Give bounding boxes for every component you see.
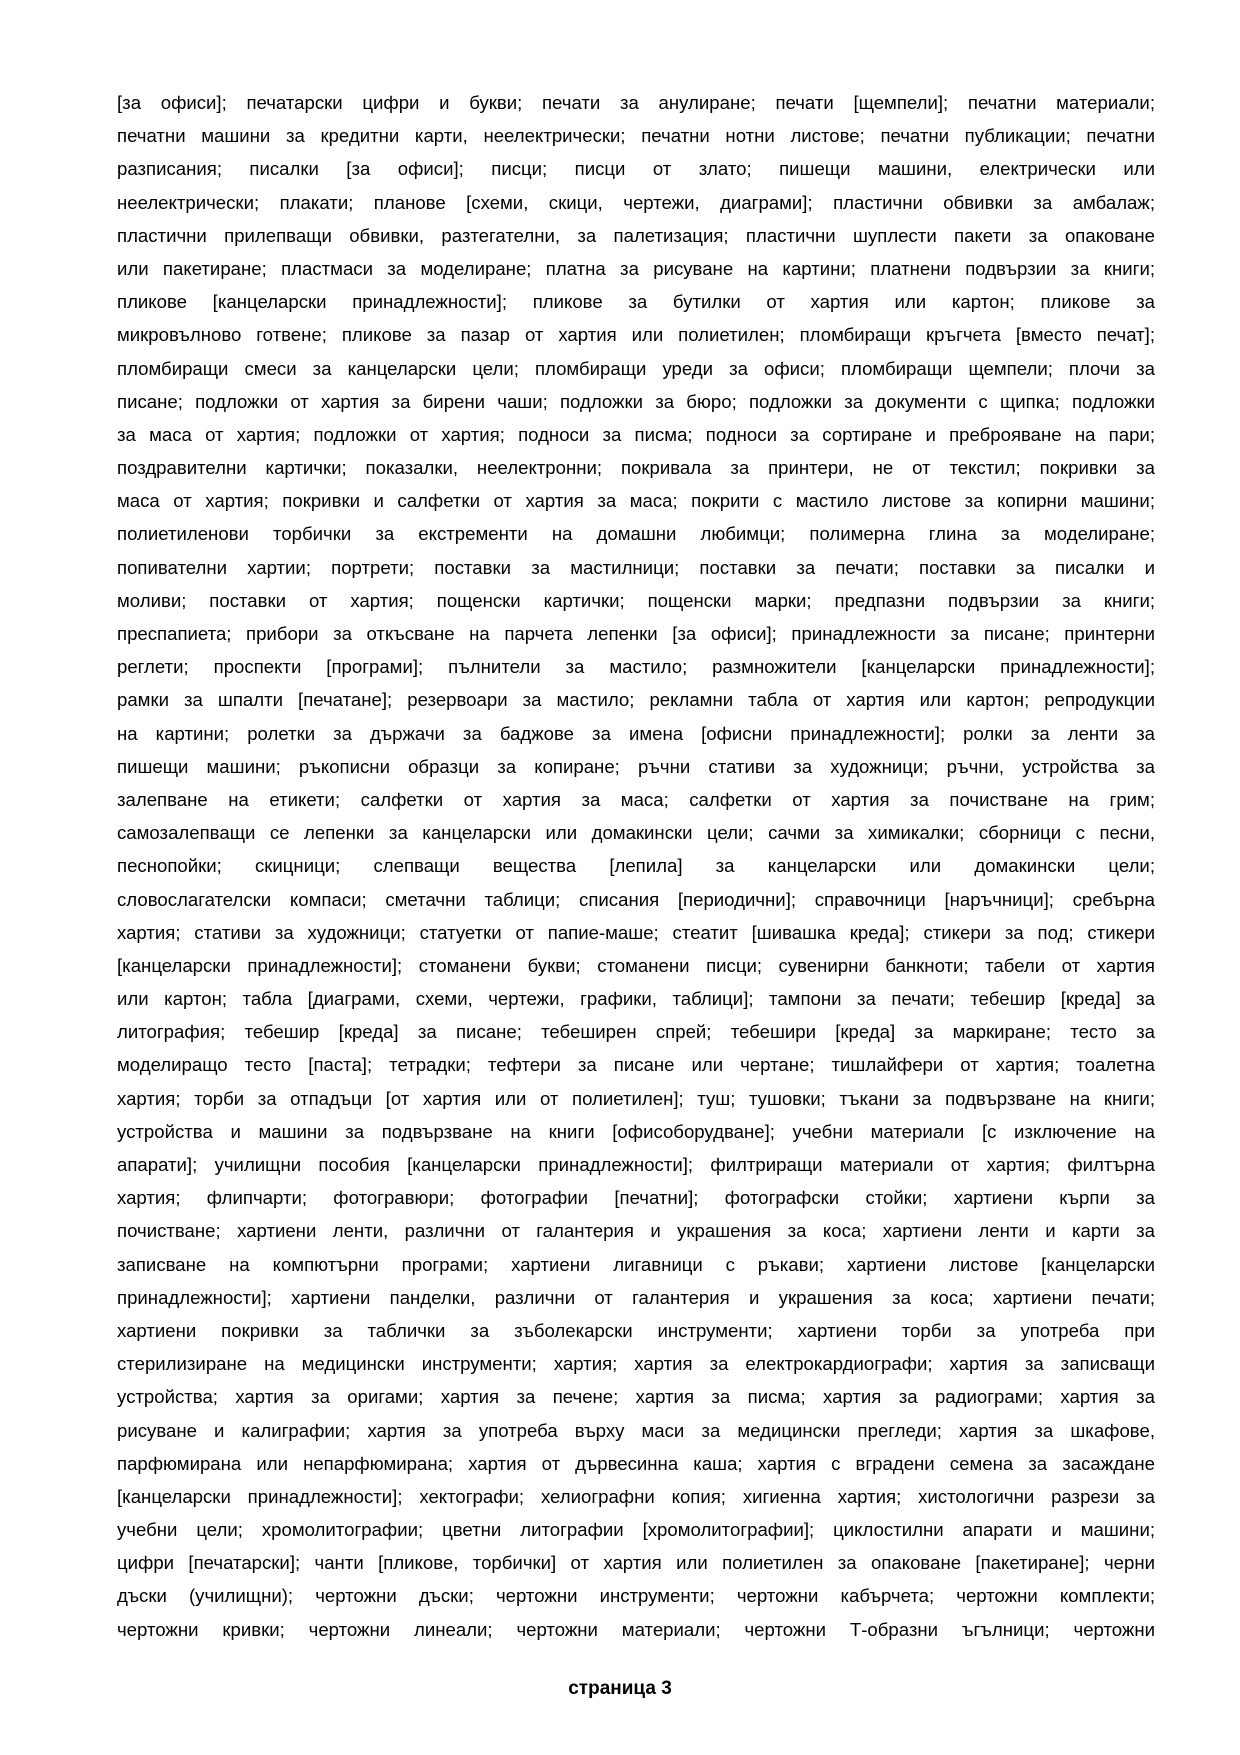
text-line: литография; тебешир [креда] за писане; тебеширен спрей; тебешири [креда] за маркиране; тесто за <box>117 1021 1155 1043</box>
text-line: пликове [канцеларски принадлежности]; пликове за бутилки от хартия или картон; пликове за <box>117 291 1155 313</box>
text-line: на картини; ролетки за държачи за баджове за имена [офисни принадлежности]; ролки за ленти за <box>117 722 1155 744</box>
text-line: полиетиленови торбички за екстременти на домашни любимци; полимерна глина за моделиране; <box>117 523 1155 545</box>
text-line: преспапиета; прибори за откъсване на парчета лепенки [за офиси]; принадлежности за писане; принтерни <box>117 623 1155 644</box>
text-line: [канцеларски принадлежности]; хектографи; хелиографни копия; хигиенна хартия; хистологични разрези за <box>117 1485 1155 1507</box>
text-line: пломбиращи смеси за канцеларски цели; пломбиращи уреди за офиси; пломбиращи щемпели; плочи за <box>117 357 1155 379</box>
text-line: парфюмирана или непарфюмирана; хартия от дървесинна каша; хартия с вградени семена за засаждане <box>117 1452 1155 1474</box>
text-line: апарати]; училищни пособия [канцеларски принадлежности]; филтриращи материали от хартия; филтърна <box>117 1154 1155 1175</box>
text-line: хартиени покривки за таблички за зъболекарски инструменти; хартиени торби за употреба при <box>117 1319 1155 1341</box>
text-line: записване на компютърни програми; хартиени лигавници с ръкави; хартиени листове [канцеларски <box>117 1253 1155 1275</box>
body-text <box>117 86 1155 1646</box>
page-number: страница 3 <box>568 1678 672 1699</box>
text-line: за маса от хартия; подложки от хартия; подноси за писма; подноси за сортиране и преброяване на пари; <box>117 423 1155 445</box>
text-line: устройства и машини за подвързване на книги [офисоборудване]; учебни материали [с изключение на <box>117 1120 1155 1142</box>
text-line: неелектрически; плакати; планове [схеми, скици, чертежи, диаграми]; пластични обвивки за амбалаж; <box>117 191 1155 213</box>
text-line: маса от хартия; покривки и салфетки от хартия за маса; покрити с мастило листове за копирни машини; <box>117 490 1155 512</box>
text-line: разписания; писалки [за офиси]; писци; писци от злато; пишещи машини, електрически или <box>117 158 1155 180</box>
text-line: хартия; торби за отпадъци [от хартия или от полиетилен]; туш; тушовки; тъкани за подвързване на книги; <box>117 1087 1155 1109</box>
text-line: рисуване и калиграфии; хартия за употреба върху маси за медицински прегледи; хартия за шкафове, <box>117 1419 1155 1441</box>
text-line: пластични прилепващи обвивки, разтегателни, за палетизация; пластични шуплести пакети за опаковане <box>117 224 1155 246</box>
text-line: хартия; стативи за художници; статуетки от папие-маше; стеатит [шивашка креда]; стикери за под; стикери <box>117 921 1155 943</box>
text-line: почистване; хартиени ленти, различни от галантерия и украшения за коса; хартиени ленти и карти за <box>117 1220 1155 1242</box>
text-line: залепване на етикети; салфетки от хартия за маса; салфетки от хартия за почистване на грим; <box>117 788 1155 810</box>
text-line: печатни машини за кредитни карти, неелектрически; печатни нотни листове; печатни публикации; печатни <box>117 125 1155 147</box>
text-line: [за офиси]; печатарски цифри и букви; печати за анулиране; печати [щемпели]; печатни материали; <box>117 92 1155 113</box>
text-line: самозалепващи се лепенки за канцеларски или домакински цели; сачми за химикалки; сборници с песни, <box>117 822 1155 844</box>
text-line: реглети; проспекти [програми]; пълнители за мастило; размножители [канцеларски принадлежности]; <box>117 656 1155 678</box>
text-line: рамки за шпалти [печатане]; резервоари за мастило; рекламни табла от хартия или картон; репродукции <box>117 689 1155 711</box>
text-line: чертожни кривки; чертожни линеали; чертожни материали; чертожни Т-образни ъгълници; чертожни <box>117 1618 1155 1640</box>
text-line: пишещи машини; ръкописни образци за копиране; ръчни стативи за художници; ръчни, устройства за <box>117 755 1155 777</box>
text-line: попивателни хартии; портрети; поставки за мастилници; поставки за печати; поставки за писалки и <box>117 556 1155 578</box>
text-line: песнопойки; скицници; слепващи вещества [лепила] за канцеларски или домакински цели; <box>117 855 1155 877</box>
text-line: или картон; табла [диаграми, схеми, чертежи, графики, таблици]; тампони за печати; тебешир [креда] за <box>117 988 1155 1010</box>
text-line: цифри [печатарски]; чанти [пликове, торбички] от хартия или полиетилен за опаковане [пакетиране]; черни <box>117 1552 1155 1574</box>
text-line: словослагателски компаси; сметачни таблици; списания [периодични]; справочници [наръчници]; сребърна <box>117 888 1155 910</box>
text-line: учебни цели; хромолитографии; цветни литографии [хромолитографии]; циклостилни апарати и машини; <box>117 1519 1155 1541</box>
text-line: поздравителни картички; показалки, неелектронни; покривала за принтери, не от текстил; покривки за <box>117 457 1155 479</box>
text-line: стерилизиране на медицински инструменти; хартия; хартия за електрокардиографи; хартия за записващи <box>117 1353 1155 1375</box>
text-line: дъски (училищни); чертожни дъски; чертожни инструменти; чертожни кабърчета; чертожни комплекти; <box>117 1585 1155 1607</box>
text-line: писане; подложки от хартия за бирени чаши; подложки за бюро; подложки за документи с щипка; подложки <box>117 390 1155 412</box>
text-line: моделиращо тесто [паста]; тетрадки; тефтери за писане или чертане; тишлайфери от хартия; тоалетна <box>117 1054 1155 1076</box>
text-line: устройства; хартия за оригами; хартия за печене; хартия за писма; хартия за радиограми; хартия за <box>117 1386 1155 1408</box>
text-line: или пакетиране; пластмаси за моделиране; платна за рисуване на картини; платнени подвързии за книги; <box>117 257 1155 279</box>
text-line: моливи; поставки от хартия; пощенски картички; пощенски марки; предпазни подвързии за книги; <box>117 589 1155 611</box>
text-line: микровълново готвене; пликове за пазар от хартия или полиетилен; пломбиращи кръгчета [вместо печат]; <box>117 324 1155 346</box>
text-line: [канцеларски принадлежности]; стоманени букви; стоманени писци; сувенирни банкноти; табели от хартия <box>117 954 1155 976</box>
text-line: хартия; флипчарти; фотогравюри; фотографии [печатни]; фотографски стойки; хартиени кърпи за <box>117 1187 1155 1209</box>
text-line: принадлежности]; хартиени панделки, различни от галантерия и украшения за коса; хартиени печати; <box>117 1286 1155 1308</box>
